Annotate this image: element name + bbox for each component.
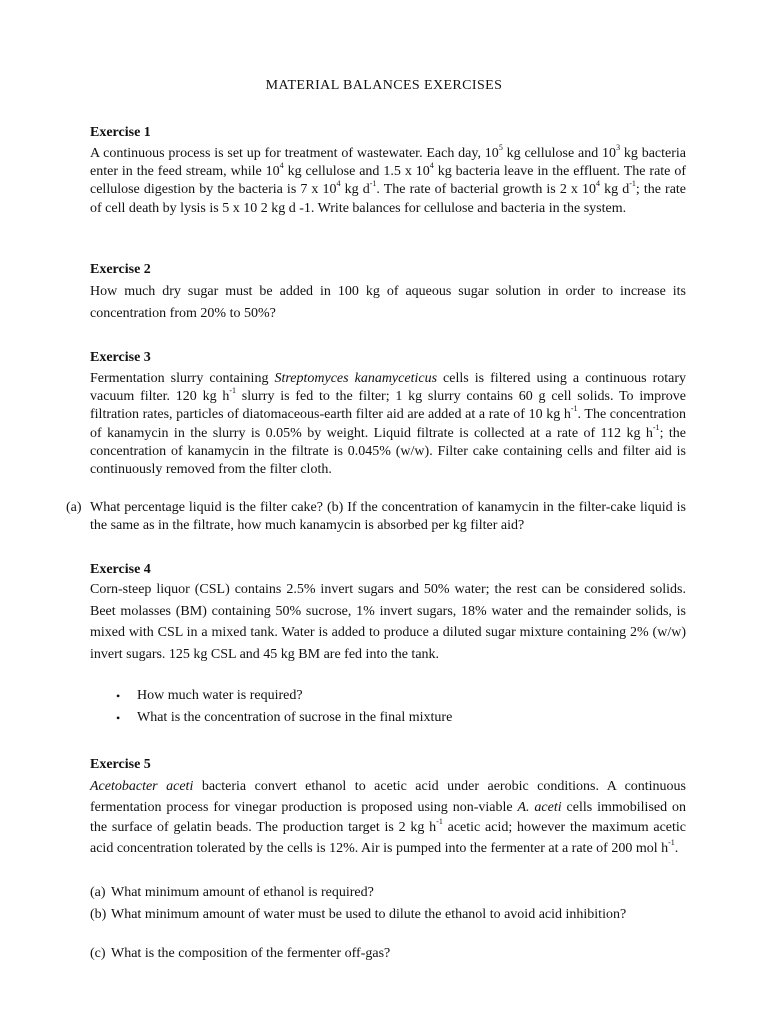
page-title: MATERIAL BALANCES EXERCISES bbox=[265, 78, 503, 93]
species-name-short: A. aceti bbox=[517, 799, 562, 815]
exercise-1-text: A continuous process is set up for treatment of wastewater. Each day, $10^5$ kg cellulose and $10^3$ kg bacteria enter in the feed stream, while $10^4$ kg cellulose and 1.5 x $10^4$ kg bacteria leave in the effluent. The rate of cellulose digestion by the bacteria is 7 x $10^4$ kg $d^{-1}$. The rate of bacterial growth is 2 x $10^4$ kg $d^{-1}$; the rate of cell death by lysis is 5 x 10 2 kg d -1. Write balances for cellulose and bacteria in the system. bbox=[90, 143, 687, 216]
question-text: What minimum amount of water must be used to dilute the ethanol to avoid acid inhibition? bbox=[111, 907, 627, 922]
exercise-3-question bbox=[66, 499, 686, 535]
exercise-2-heading: Exercise 2 bbox=[90, 262, 151, 277]
species-name: Streptomyces kanamyceticus bbox=[274, 371, 438, 386]
bullet-text: How much water is required? bbox=[137, 688, 303, 703]
bullet-text: What is the concentration of sucrose in the final mixture bbox=[137, 710, 453, 725]
exercise-3-heading: Exercise 3 bbox=[90, 350, 151, 365]
species-name: Acetobacter aceti bbox=[90, 779, 194, 794]
question-text: What is the composition of the fermenter off-gas? bbox=[111, 946, 391, 961]
bullet-marker: • bbox=[116, 689, 121, 703]
exercise-4-text: Corn-steep liquor (CSL) contains 2.5% invert sugars and 50% water; the rest can be considered solids. Beet molasses (BM) containing 50% sucrose, 1% invert sugars, 18% water and the remainder solids, is mixed with CSL in a mixed tank. Water is added to produce a diluted sugar mixture containing 2% (w/w) invert sugars. 125 kg CSL and 45 kg BM are fed into the tank. bbox=[90, 582, 686, 662]
exercise-2-text: How much dry sugar must be added in 100 kg of aqueous sugar solution in order to increase its concentration from 20% to 50%? bbox=[90, 284, 686, 321]
question-text: What percentage liquid is the filter cake? (b) If the concentration of kanamycin in the filter-cake liquid is the same as in the filtrate, how much kanamycin is absorbed per kg filter aid? bbox=[90, 500, 686, 533]
exercise-5-question-a bbox=[90, 884, 686, 902]
bullet-marker: • bbox=[116, 711, 121, 725]
exercise-3-text: Fermentation slurry containing Streptomyces kanamyceticus cells is filtered using a continuous rotary vacuum filter. 120 kg $h^{-1}$ slurry is fed to the filter; 1 kg slurry contains 60 g cell solids. To improve filtration rates, particles of diatomaceous-earth filter aid are added at a rate of 10 kg $h^{-1}$. The concentration of kanamycin in the slurry is 0.05% by weight. Liquid filtrate is collected at a rate of 112 kg $h^{-1}$; the concentration of kanamycin in the filtrate is 0.045% (w/w). Filter cake containing cells and filter aid is continuously removed from the filter cloth. bbox=[90, 371, 686, 478]
exercise-5-question-c bbox=[90, 945, 686, 963]
exercise-1-heading: Exercise 1 bbox=[90, 125, 151, 140]
exercise-5-heading: Exercise 5 bbox=[90, 757, 151, 772]
exercise-4-heading: Exercise 4 bbox=[90, 562, 151, 577]
list-marker: (a) bbox=[66, 500, 82, 515]
question-text: What minimum amount of ethanol is required? bbox=[111, 885, 374, 900]
list-marker: (a) bbox=[90, 885, 106, 900]
exercise-5-question-b bbox=[90, 906, 686, 924]
list-marker: (b) bbox=[90, 907, 107, 922]
list-marker: (c) bbox=[90, 946, 106, 961]
exercise-5-text: Acetobacter aceti bacteria convert ethanol to acetic acid under aerobic conditions. A continuous fermentation process for vinegar production is proposed using non-viable A. aceti cells immobilised on the surface of gelatin beads. The production target is 2 kg $h^{-1}$ acetic acid; however the maximum acetic acid concentration tolerated by the cells is 12%. Air is pumped into the fermenter at a rate of 200 mol $h^{-1}$. bbox=[90, 779, 687, 856]
